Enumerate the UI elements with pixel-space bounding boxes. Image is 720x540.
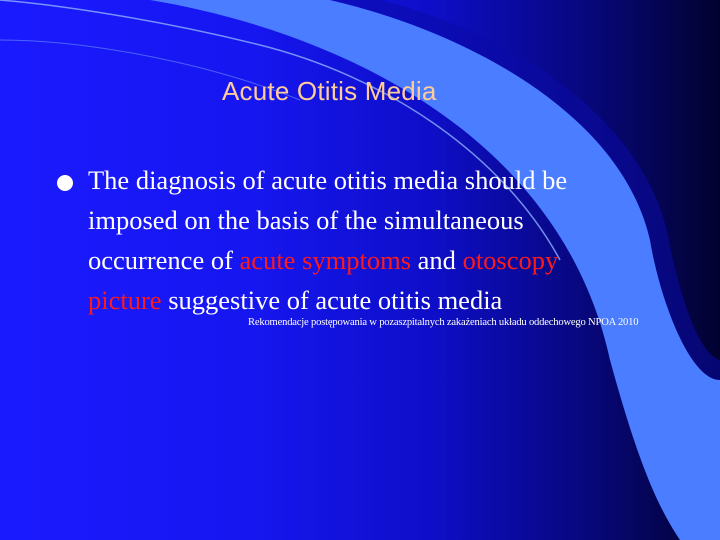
bullet-line-4 [88,280,688,320]
bullet-line-1: The diagnosis of acute otitis media should be [88,165,568,195]
bullet-dot-icon [57,175,73,191]
bullet-text [88,160,688,320]
bullet-text-segment: suggestive of acute otitis media [161,285,503,315]
bullet-line-3 [88,240,688,280]
highlight-picture: picture [88,285,162,315]
bullet-text-segment: and [411,245,463,275]
bullet-text-segment: occurrence of [88,245,240,275]
highlight-otoscopy: otoscopy [462,245,559,275]
citation: Rekomendacje postępowania w pozaszpitalnych zakażeniach układu oddechowego NPOA 2010 [248,317,639,328]
slide-title: Acute Otitis Media [222,76,437,106]
bullet-line-2: imposed on the basis of the simultaneous [88,205,524,235]
highlight-acute-symptoms: acute symptoms [239,245,412,275]
